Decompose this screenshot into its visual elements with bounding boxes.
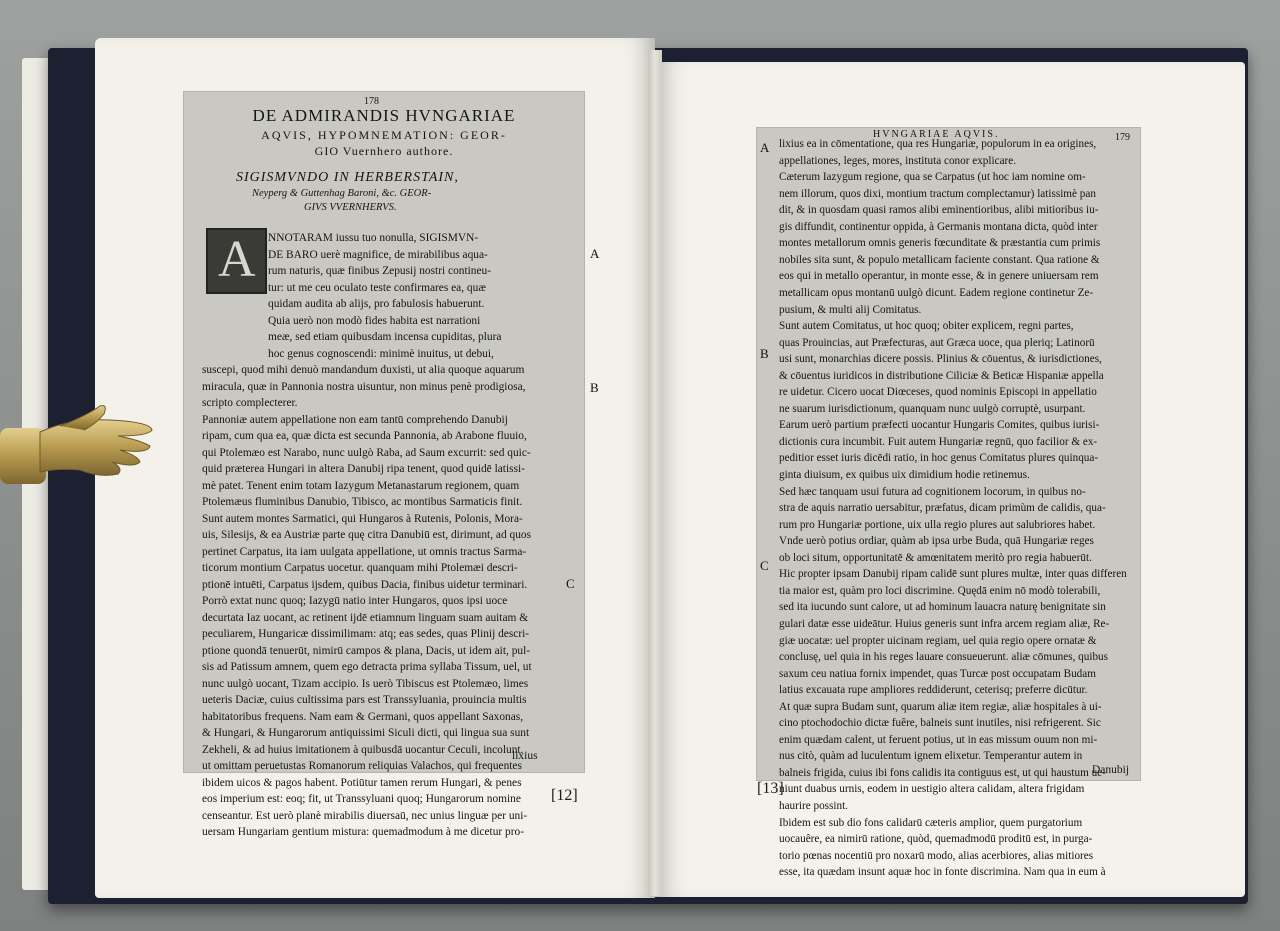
text-line: peculiarem, Hungaricæ dissimilimam: atq; eas sedes, quas Plinij descri- [202,628,530,640]
text-line: lixius ea in cōmentatione, qua res Hungariæ, populorum in ea origines, [779,138,1097,150]
text-line: nem illorum, quos dixi, montium tractum complectamur) latissimè pan [779,187,1096,200]
text-line: Hic propter ipsam Danubij ripam calidē sunt plures multæ, inter quas differen [779,568,1127,581]
text-line: gis diffundit, continentur oppida, à Germanis montana dicta, quòd inter [779,220,1098,233]
text-line: Zekheli, & ad huius imitationem à quibusdā uocantur Ceculi, incolunt. [202,743,524,756]
text-line: tia maior est, quàm pro loci discrimine. Quędā enim nō modò tolerabili, [779,584,1101,597]
text-line: hoc genus cognoscendi: minimè inuitus, ut debui, [268,347,494,360]
text-line: appellationes, leges, mores, instituta conor explicare. [779,154,1017,167]
text-line: saxum ceu natiua fornix impendet, quas Turcæ post occupatam Budam [779,667,1096,680]
text-line: latius excauata rupe ampliores reddiderunt, ceterisq; preferre dicūtur. [779,684,1088,697]
right-running-head: HVNGARIAE AQVIS. [873,129,1000,140]
right-page-number: [13] [757,780,784,797]
text-line: nus citò, quàm ad luculentum ignem elixetur. Temperantur autem in [779,750,1083,763]
text-line: gulari datæ esse uideātur. Huius generis sunt infra arcem regiam aliæ, Re- [779,617,1110,630]
text-line: sis ad Patissum amnem, quem ego detracta prima syllaba Tissum, uel, ut [202,661,532,673]
brass-hand-clip [0,398,160,494]
text-line: Sunt autem Comitatus, ut hoc quoq; obiter explicem, regni partes, [779,320,1074,333]
text-line: peditior esset iuris dicēdi ratio, in hoc genus Comitatus plures quinqua- [779,452,1099,465]
left-margin-letter-c: C [566,576,575,591]
text-line: suscepi, quod mihi denuò mandandum duxisti, ut alia quoque aquarum [202,364,525,376]
text-line: eos qui in metallo operantur, in monte esse, & in genere uniuersam rem [779,270,1099,283]
text-line: habitatoribus frequens. Nam eam & Germani, quos appellant Saxonas, [202,710,524,723]
text-line: ueteris Daciæ, cuius cultissima pars est Transsyluania, prouincia multis [202,694,527,706]
text-line: esse, ita quædam insunt aquæ hoc in fonte discrimina. Nam qua in eum à [779,866,1106,879]
left-dedication-line-3: GIVS VVERNHERVS. [304,202,397,213]
text-line: eos imperium est: eoq; fit, ut Transsyluani quoq; Hungarorum nomine [202,793,521,805]
left-dedication-line-1: SIGISMVNDO IN HERBERSTAIN, [236,170,459,185]
text-line: NNOTARAM iussu tuo nonulla, SIGISMVN- [268,232,479,244]
text-line: conclusę, uel quia in his reges lauare consueuerunt. aliæ cōmunes, quibus [779,651,1109,664]
right-folio: 179 [1115,132,1130,143]
text-line: & cōuentus iuridicos in distributione Ciliciæ & Beticæ Hispaniæ appella [779,369,1104,382]
text-line: rum pro Hungariæ portione, uix ulla regio plures aut salubriores habet. [779,518,1096,531]
text-line: ginta diuisum, ex quibus uix dimidium hodie retinemus. [779,469,1030,481]
text-line: ptione quondā tenuerūt, nimirū campos & plana, Dacis, ut idem ait, pul- [202,644,531,657]
text-line: pertinet Carpatus, ita iam uulgata appellatione, ut omnis tractus Sarma- [202,545,527,558]
text-line: ut omittam peruetustas Romanorum reliquias Valachos, qui frequentes [202,760,522,772]
text-line: enim quædam calent, ut feruent potius, ut in eas missum ouum non mi- [779,733,1098,746]
text-line: pusium, & multi alij Comitatus. [779,303,922,316]
text-line: uersam Hungariam gentium mistura: quemadmodum à me dicetur pro- [202,826,525,838]
left-dedication-line-2: Neyperg & Guttenhag Baroni, &c. GEOR- [252,188,432,199]
text-line: haurire possint. [779,800,848,812]
text-line: balneis frigida, cuius ibi fons calidis ita contiguus est, ut qui haustum ue- [779,766,1106,779]
text-line: metallicam opus montanū uulgò dicunt. Eadem regione continetur Ze- [779,286,1094,299]
text-line: mè patet. Tenent enim totam Iazygum Metanastarum regionem, quam [202,479,520,492]
text-line: ticorum montium Carpatus uocetur. quanquam mihi Ptolemæi descri- [202,562,518,574]
left-title-line-3: GIO Vuernhero authore. [314,144,454,158]
right-margin-letter-c: C [760,558,769,573]
left-page-number: [12] [551,787,578,804]
left-title-line-2: AQVIS, HYPOMNEMATION: GEOR- [261,128,507,142]
text-line: quid præterea Hungari in altera Danubij ripa tenent, quod quidē latissi- [202,463,525,475]
text-line: ripam, cum qua ea, quæ dicta est secunda Pannonia, ab Arabone fluuio, [202,430,527,442]
text-line: usi sunt, monarchias dicere possis. Plinius & cōuentus, & iurisdictiones, [779,353,1102,366]
text-line: miracula, quæ in Pannonia nostra uisuntur, non minus penè prodigiosa, [202,380,526,393]
text-line: Pannoniæ autem appellatione non eam tantū comprehendo Danubij [202,413,508,426]
text-line: cino ptochodochio dictæ fuêre, balneis sunt inutiles, nisi refrigerent. Sic [779,717,1101,730]
text-line: niunt duabus urnis, eodem in uestigio altera calidam, altera frigidam [779,783,1085,796]
text-line: ibidem uicos & pagos habent. Potiūtur tamen rerum Hungari, & penes [202,776,522,789]
right-catchword: Danubij [1092,764,1130,776]
right-margin-letter-a: A [760,140,770,155]
text-line: re uidetur. Cicero uocat Diœceses, quod nominis Episcopi in appellatio [779,386,1097,399]
text-line: nunc uulgò uocant, Tizam accipio. Is uerò Tibiscus est Ptolemæo, limes [202,677,529,690]
text-line: dictionis cura incumbit. Fuit autem Hungariæ regnū, quo facilior & ex- [779,435,1098,448]
text-line: Sunt autem montes Sarmatici, qui Hungaros à Rutenis, Polonis, Mora- [202,512,523,525]
right-margin-letter-b: B [760,346,769,361]
text-line: Ibidem est sub dio fons calidarū cæteris amplior, quem purgatorium [779,816,1083,829]
text-line: qui Ptolemæo est Narabo, nunc uulgò Raba, ad Saum excurrit: sed quic- [202,446,531,459]
text-line: montes metallorum omnis generis fœcunditate & præstantia cum primis [779,237,1101,250]
text-line: Vnde uerò potius ordiar, quàm ab ipsa urbe Buda, quā Hungariæ reges [779,535,1094,548]
text-line: At quæ supra Budam sunt, quarum aliæ item regiæ, aliæ hospitales à ui- [779,700,1102,713]
left-catchword: lixius [512,750,538,762]
text-line: tur: ut me ceu oculato teste confirmares ea, quæ [268,281,486,294]
text-line: giæ uocatæ: uel propter uicinam regiam, uel quia regio opere ornatæ & [779,634,1097,647]
text-line: scripto complecterer. [202,397,298,409]
text-line: uis, Silesijs, & ea Austriæ parte quę citra Danubiū est, dirimunt, ad quos [202,529,532,541]
decorated-initial: A [206,228,267,294]
text-line: Porrò extat nunc quoq; Iazygū natio inter Hungaros, quos ipsi uoce [202,595,508,607]
text-line: meæ, sed etiam quibusdam incensa cupiditas, plura [268,331,502,343]
text-line: Cæterum Iazygum regione, qua se Carpatus (ut hoc iam nomine om- [779,171,1086,184]
text-line: & Hungari, & Hungarorum antiquissimi Siculi dicti, qui lingua sua sunt [202,727,530,739]
text-line: ptionē intuēti, Carpatus ijsdem, quibus Dacia, finibus uidetur terminari. [202,578,528,591]
text-line: stra de aquis narratio uersabitur, præfatus, dicam primùm de calidis, qua- [779,502,1106,515]
text-line: rum naturis, quæ finibus Zepusij nostri contineu- [268,265,492,277]
text-line: quidam audita ab alijs, pro fabulosis habuerunt. [268,298,485,310]
text-line: Earum uerò partium præfecti uocantur Hungaris Comites, quibus iurisi- [779,419,1100,432]
text-line: Sed hæc tanquam usui futura ad cognitionem locorum, in quibus no- [779,485,1086,498]
text-line: censeantur. Est uerò planè mirabilis diuersaū, nec unius linguæ per uni- [202,809,528,822]
text-line: Quia uerò non modò fides habita est narrationi [268,314,481,327]
text-line: DE BARO uerè magnifice, de mirabilibus aqua- [268,248,488,261]
left-title-line-1: DE ADMIRANDIS HVNGARIAE [252,106,516,125]
text-line: Ptolemæus fluminibus Danubio, Tibisco, ac montibus Sarmaticis finit. [202,496,523,508]
text-line: ne suarum iurisdictionum, quanquam nunc uulgò corruptè, usurpant. [779,402,1086,415]
text-line: dit, & in quosdam quasi ramos alibi eminentioribus, alibi mitioribus iu- [779,204,1099,217]
left-margin-letter-a: A [590,246,600,261]
left-margin-letter-b: B [590,380,599,395]
text-line: nobiles sita sunt, & populo metallicam faciente constant. Qua ratione & [779,253,1100,266]
text-line: decurtata Iaz uocant, ac retinent ijdē etiamnum linguam suam auitam & [202,611,529,624]
text-line: torio pœnas nocentiū pro noxarū modo, alias acerbiores, alias mitiores [779,849,1094,862]
left-folio: 178 [364,96,379,107]
text-line: uocauêre, ea nimirū ratione, quòd, quemadmodū proditū est, in purga- [779,833,1093,846]
book-gutter [648,50,662,896]
text-line: ob loci situm, opportunitatē & amœnitatem meritò pro regia habuerūt. [779,551,1092,564]
text-line: sed ita iucundo sunt calore, ut ad hominum lauacra naturę benignitate sin [779,601,1106,614]
text-line: quas Prouincias, aut Præfecturas, aut Græca uoce, qua pleriq; Latinorū [779,336,1095,349]
